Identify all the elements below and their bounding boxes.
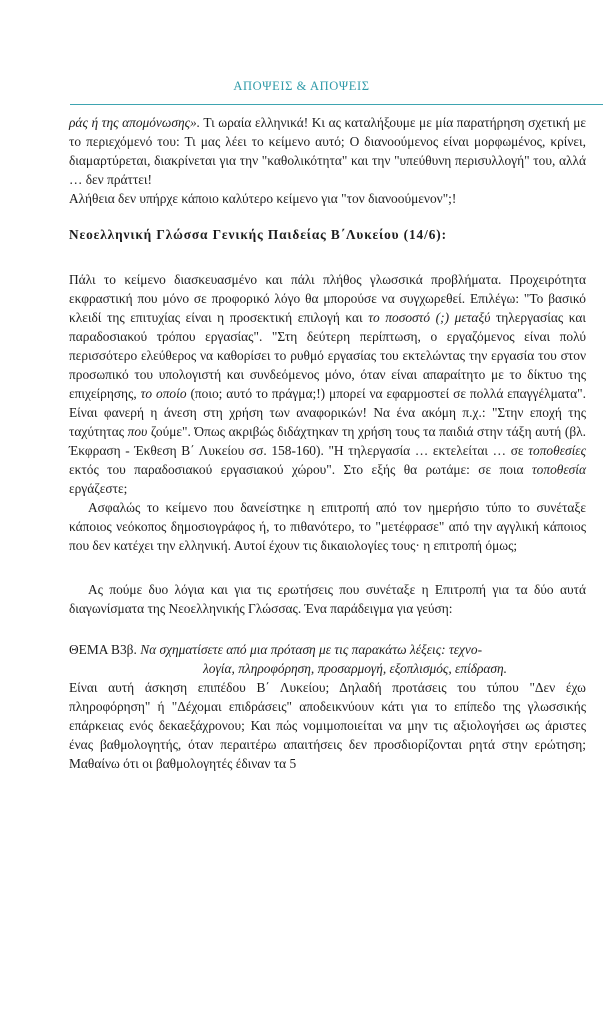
- theme-text-1: Να σχηματίσετε από μια πρόταση με τις παρακάτω λέξεις: τεχνο-: [140, 642, 483, 657]
- intro-text: Τι ωραία ελληνικά! Κι ας καταλήξουμε με μία παρατήρηση σχετική με το περιεχόμενό του: Τι μας λέει το κείμενο αυτό; Ο διανοούμενος είναι μορφωμένος, κρίνει, διαμαρτύρεται, διακρίνεται για την "καθολικότητα" και την "υπεύθυνη περισυλλογή" του, αλλά … δεν πράττει!: [69, 115, 586, 187]
- body-paragraph-3: Ας πούμε δυο λόγια και για τις ερωτήσεις που συνέταξε η Επιτροπή για τα δύο αυτά διαγωνίσματα της Νεοελληνικής Γλώσσας. Ένα παράδειγμα για γεύση:: [69, 582, 586, 616]
- body-p1-italic-b: το ποσοστό (;) μεταξύ: [368, 310, 491, 325]
- body-paragraph-1: [69, 270, 586, 498]
- body-p1-text-a: Πάλι το κείμενο διασκευασμένο και πάλι πλήθος γλωσσικά προβλήματα. Προχειρότητα εκφραστική που μόνο σε προφορικό λόγο θα μπορούσε να συγχωρεθεί. Επιλέγω: "Το βασικό κλειδί της επιτυχίας είναι η προσεκτική επιλογή και: [69, 272, 586, 325]
- body-p1-italic-f: που: [127, 424, 148, 439]
- body-p1-text-g: ζούμε". Όπως ακριβώς διδάχτηκαν τη χρήση τους τα παιδιά στην τάξη αυτή (βλ. Έκφραση - Έκθεση Β΄ Λυκείου σσ. 158-160). "Η τηλεργασία … εκτελείται … σε: [69, 424, 586, 458]
- theme-line-2: [69, 659, 586, 678]
- body-paragraph-2: Ασφαλώς το κείμενο που δανείστηκε η επιτροπή από τον ημερήσιο τύπο το συνέταξε κάποιος νεόκοπος δημοσιογράφος ή, το πιθανότερο, το "μετέφρασε" από την αγγλική κάποιος που δεν κατέχει την ελληνική. Αυτοί έχουν τις δικαιολογίες τους· η επιτροπή όμως;: [69, 500, 586, 553]
- theme-question: [69, 640, 586, 678]
- running-head: ΑΠΟΨΕΙΣ & ΑΠΟΨΕΙΣ: [233, 79, 370, 93]
- theme-text-2: λογία, πληροφόρηση, προσαρμογή, εξοπλισμός, επίδραση.: [203, 661, 508, 676]
- body-p1-italic-j: τοποθεσία: [531, 462, 586, 477]
- theme-line-1: [69, 640, 586, 659]
- section-heading: Νεοελληνική Γλώσσα Γενικής Παιδείας Β΄Λυκείου (14/6):: [69, 227, 447, 242]
- intro-closing-line: Αλήθεια δεν υπήρχε κάποιο καλύτερο κείμενο για "τον διανοούμενον";!: [69, 191, 457, 206]
- theme-label: ΘΕΜΑ Β3β.: [69, 642, 137, 657]
- body-p1-text-i: εκτός του παραδοσιακού εργασιακού χώρου". Στο εξής θα ρωτάμε: σε ποια: [69, 462, 532, 477]
- body-paragraph-4: Είναι αυτή άσκηση επιπέδου Β΄ Λυκείου; Δηλαδή προτάσεις του τύπου "Δεν έχω πληροφόρηση" ή "Δέχομαι επιδράσεις" αποδεικνύουν κάτι για το επίπεδο της γλωσσικής επάρκειας ενός δεκαεξάχρονου; Και πώς νομιμοποιείται να μην τις αξιολογήσει ως άριστες ένας βαθμολογητής, όταν περαιτέρω απαιτήσεις δεν προσδιορίζονται ρητά στην ερώτηση; Μαθαίνω ότι οι βαθμολογητές έδιναν τα 5: [69, 680, 586, 771]
- header-rule: [70, 104, 603, 105]
- body-p1-italic-h: τοποθεσίες: [528, 443, 586, 458]
- body-p1-text-c: τηλεργασίας και παραδοσιακού τρόπου εργασίας". "Στη δεύτερη περίπτωση, ο εργαζόμενος είναι πολύ περισσότερο ελεύθερος να καθορίσει το ρυθμό εργασίας του εκτελώντας την εργασία του στον προσωπικό του υπολογιστή και συνδεόμενος μόνο, όταν είναι απαραίτητο με το δίκτυο της επιχείρησης,: [69, 310, 586, 401]
- body-p1-text-e: (ποιο; αυτό το πράγμα;!) μπορεί να εφαρμοστεί σε πολλά επαγγέλματα". Είναι φανερή η άνεση στη χρήση των αναφορικών! Να ένα ακόμη π.χ.: "Στην εποχή της ταχύτητας: [69, 386, 586, 439]
- page-content: [69, 113, 586, 773]
- body-p1-italic-d: το οποίο: [140, 386, 187, 401]
- intro-italic-fragment: ράς ή της απομόνωσης».: [69, 115, 201, 130]
- body-p1-text-k: εργάζεστε;: [69, 481, 128, 496]
- intro-paragraph: [69, 113, 586, 189]
